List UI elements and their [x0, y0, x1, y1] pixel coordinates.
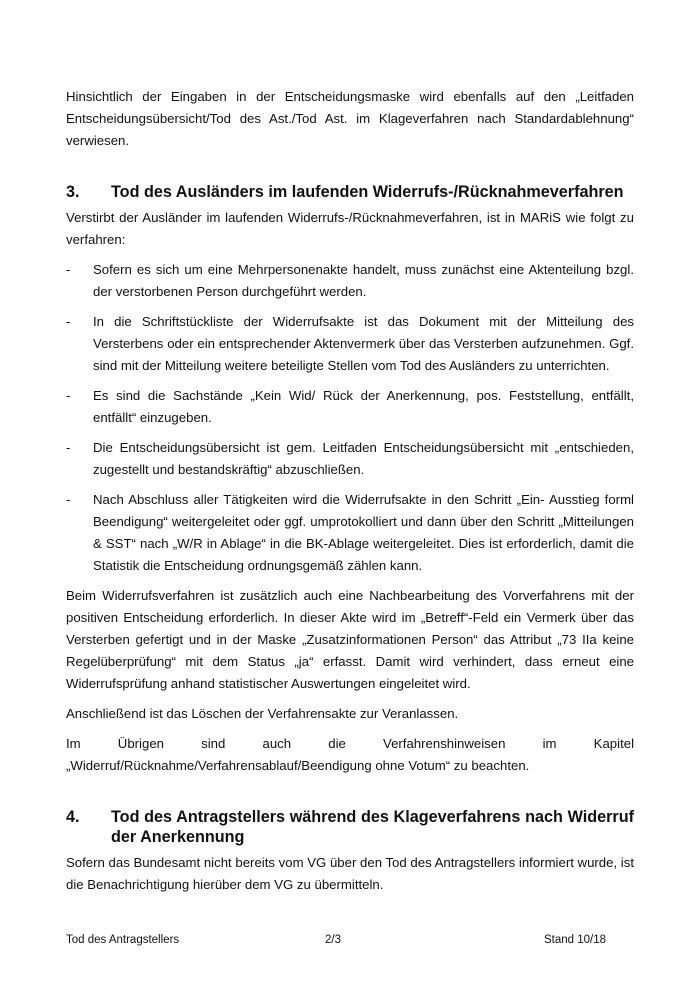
- list-item: [66, 437, 634, 481]
- section-3-paragraph-2: Anschließend ist das Löschen der Verfahrensakte zur Veranlassen.: [66, 706, 459, 721]
- footer-version: Stand 10/18: [543, 934, 606, 946]
- list-item: [66, 259, 634, 303]
- section-3-number: 3.: [66, 183, 80, 201]
- section-4-paragraph: Sofern das Bundesamt nicht bereits vom VG über den Tod des Antragstellers informiert wurde, ist die Benachrichtigung hierüber dem VG zu übermitteln.: [66, 855, 634, 892]
- section-3-heading: [66, 182, 634, 202]
- dash-bullet-icon: -: [66, 492, 71, 507]
- list-item-text: Nach Abschluss aller Tätigkeiten wird die Widerrufsakte in den Schritt „Ein- Ausstieg forml Beendigung“ weitergeleitet oder ggf. umprotokolliert und dann über den Schritt „Mitteilungen & SST“ nach „W/R in Ablage“ in die BK-Ablage weitergeleitet. Dies ist erforderlich, damit die Statistik die Entscheidung ordnungsgemäß zählen kann.: [93, 492, 634, 573]
- dash-bullet-icon: -: [66, 388, 71, 403]
- list-item-text: Die Entscheidungsübersicht ist gem. Leitfaden Entscheidungsübersicht mit „entschieden, zugestellt und bestandskräftig“ abzuschließen.: [93, 440, 634, 477]
- list-item-text: Sofern es sich um eine Mehrpersonenakte handelt, muss zunächst eine Aktenteilung bzgl. der verstorbenen Person durchgeführt werden.: [93, 262, 634, 299]
- section-3-paragraph-1: Beim Widerrufsverfahren ist zusätzlich auch eine Nachbearbeitung des Vorverfahrens mit der positiven Entscheidung erforderlich. In dieser Akte wird im „Betreff“-Feld ein Vermerk über das Versterben gefertigt und in der Maske „Zusatzinformationen Person“ das Attribut „73 IIa keine Regelüberprüfung“ mit dem Status „ja“ erfasst. Damit wird verhindert, dass erneut eine Widerrufsprüfung anhand statistischer Auswertungen eingeleitet wird.: [66, 588, 634, 691]
- dash-bullet-icon: -: [66, 440, 71, 455]
- footer-title: Tod des Antragstellers: [66, 934, 180, 946]
- dash-bullet-icon: -: [66, 262, 71, 277]
- section-4-number: 4.: [66, 808, 80, 826]
- list-item: [66, 489, 634, 577]
- footer-page-number: 2/3: [325, 934, 341, 946]
- list-item-text: In die Schriftstückliste der Widerrufsakte ist das Dokument mit der Mitteilung des Versterbens oder ein entsprechender Aktenvermerk über das Versterben aufzunehmen. Ggf. sind mit der Mitteilung weitere beteiligte Stellen vom Tod des Ausländers zu unterrichten.: [93, 314, 634, 373]
- section-4-title: Tod des Antragstellers während des Klageverfahrens nach Widerruf der Anerkennung: [111, 808, 634, 846]
- section-3-paragraph-3: Im Übrigen sind auch die Verfahrenshinweisen im Kapitel „Widerruf/Rücknahme/Verfahrensablauf/Beendigung ohne Votum“ zu beachten.: [66, 736, 634, 773]
- list-item: [66, 311, 634, 377]
- dash-bullet-icon: -: [66, 314, 71, 329]
- list-item-text: Es sind die Sachstände „Kein Wid/ Rück der Anerkennung, pos. Feststellung, entfällt, entfällt“ einzugeben.: [93, 388, 634, 425]
- section-3-title: Tod des Ausländers im laufenden Widerrufs-/Rücknahmeverfahren: [111, 183, 624, 201]
- list-item: [66, 385, 634, 429]
- document-page: [66, 86, 634, 896]
- section-4-heading: [66, 807, 634, 847]
- intro-paragraph: Hinsichtlich der Eingaben in der Entscheidungsmaske wird ebenfalls auf den „Leitfaden Entscheidungsübersicht/Tod des Ast./Tod Ast. im Klageverfahren nach Standardablehnung“ verwiesen.: [66, 89, 634, 148]
- section-3-list: [66, 259, 634, 577]
- section-3-lead: Verstirbt der Ausländer im laufenden Widerrufs-/Rücknahmeverfahren, ist in MARiS wie folgt zu verfahren:: [66, 210, 634, 247]
